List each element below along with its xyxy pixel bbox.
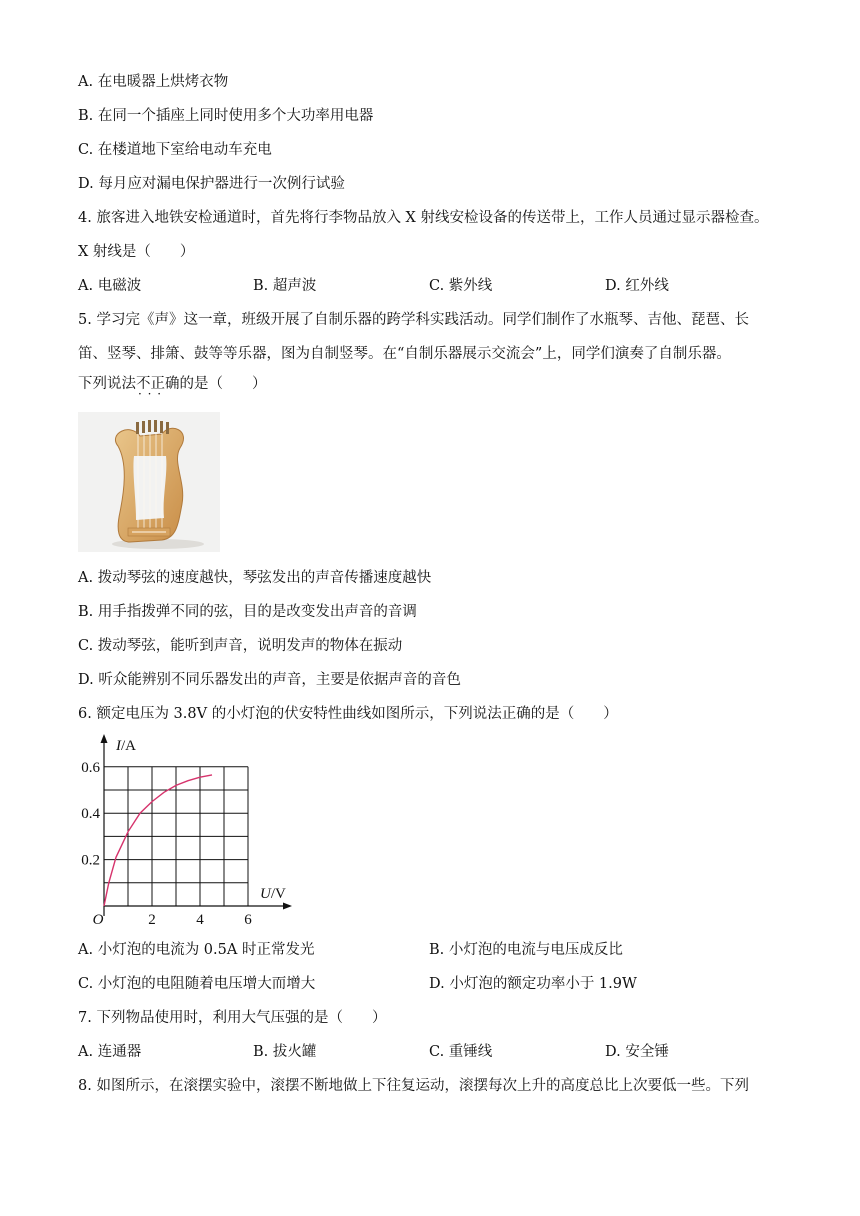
q5-stem-prefix: 下列说法 xyxy=(78,376,136,392)
q6-stem: 6. 额定电压为 3.8V 的小灯泡的伏安特性曲线如图所示，下列说法正确的是（ ） xyxy=(78,706,618,722)
x-tick-label: 6 xyxy=(244,912,252,928)
q3-option-c: C. 在楼道地下室给电动车充电 xyxy=(78,142,272,158)
q4-option-b: B. 超声波 xyxy=(253,278,317,294)
q3-option-b: B. 在同一个插座上同时使用多个大功率用电器 xyxy=(78,108,374,124)
q3-option-d: D. 每月应对漏电保护器进行一次例行试验 xyxy=(78,176,345,192)
iv-graph-svg xyxy=(74,730,304,930)
x-tick-label: 4 xyxy=(196,912,204,928)
q8-stem-line1: 8. 如图所示，在滚摆实验中，滚摆不断地做上下往复运动，滚摆每次上升的高度总比上次要低一些。下列 xyxy=(78,1078,749,1094)
q4-stem-line2: X 射线是（ ） xyxy=(78,244,195,260)
q5-emphasis-not-correct: 不正确 · · · xyxy=(136,374,180,394)
q5-option-a: A. 拨动琴弦的速度越快，琴弦发出的声音传播速度越快 xyxy=(78,570,432,586)
q5-stem-line2: 笛、竖琴、排箫、鼓等等乐器，图为自制竖琴。在“自制乐器展示交流会”上，同学们演奏了自制乐器。 xyxy=(78,346,731,362)
y-tick-label: 0.2 xyxy=(81,852,100,869)
q3-option-a: A. 在电暖器上烘烤衣物 xyxy=(78,74,229,90)
q5-option-d: D. 听众能辨别不同乐器发出的声音，主要是依据声音的音色 xyxy=(78,672,461,688)
q6-option-c: C. 小灯泡的电阻随着电压增大而增大 xyxy=(78,976,316,992)
y-axis-arrow-icon xyxy=(101,734,108,743)
q4-option-a: A. 电磁波 xyxy=(78,278,142,294)
q6-option-d: D. 小灯泡的额定功率小于 1.9W xyxy=(429,976,637,992)
q4-option-d: D. 红外线 xyxy=(605,278,669,294)
y-axis-label: I/A xyxy=(116,738,136,754)
iv-curve xyxy=(104,775,212,906)
q6-option-b: B. 小灯泡的电流与电压成反比 xyxy=(429,942,623,958)
q7-option-a: A. 连通器 xyxy=(78,1044,142,1060)
q7-stem: 7. 下列物品使用时，利用大气压强的是（ ） xyxy=(78,1010,387,1026)
origin-label: O xyxy=(92,912,104,928)
q5-stem-line3 xyxy=(78,374,267,394)
q7-option-d: D. 安全锤 xyxy=(605,1044,669,1060)
q7-option-b: B. 拔火罐 xyxy=(253,1044,317,1060)
q7-option-c: C. 重锤线 xyxy=(429,1044,493,1060)
q5-option-c: C. 拨动琴弦，能听到声音，说明发声的物体在振动 xyxy=(78,638,403,654)
q4-stem-line1: 4. 旅客进入地铁安检通道时，首先将行李物品放入 X 射线安检设备的传送带上，工作人员通过显示器检查。 xyxy=(78,210,769,226)
q6-option-a: A. 小灯泡的电流为 0.5A 时正常发光 xyxy=(78,942,315,958)
x-tick-label: 2 xyxy=(148,912,156,928)
q5-stem-suffix: 的是（ ） xyxy=(179,376,267,392)
tick-labels xyxy=(81,760,252,928)
x-axis-arrow-icon xyxy=(283,903,292,910)
harp-photo xyxy=(78,412,220,552)
x-axis-label: U/V xyxy=(260,886,286,902)
q5-option-b: B. 用手指拨弹不同的弦，目的是改变发出声音的音调 xyxy=(78,604,417,620)
y-tick-label: 0.6 xyxy=(81,759,100,776)
q5-stem-line1: 5. 学习完《声》这一章，班级开展了自制乐器的跨学科实践活动。同学们制作了水瓶琴、吉他、琵琶、长 xyxy=(78,312,749,328)
q4-option-c: C. 紫外线 xyxy=(429,278,493,294)
y-tick-label: 0.4 xyxy=(81,806,100,823)
iv-characteristic-graph xyxy=(74,730,304,934)
